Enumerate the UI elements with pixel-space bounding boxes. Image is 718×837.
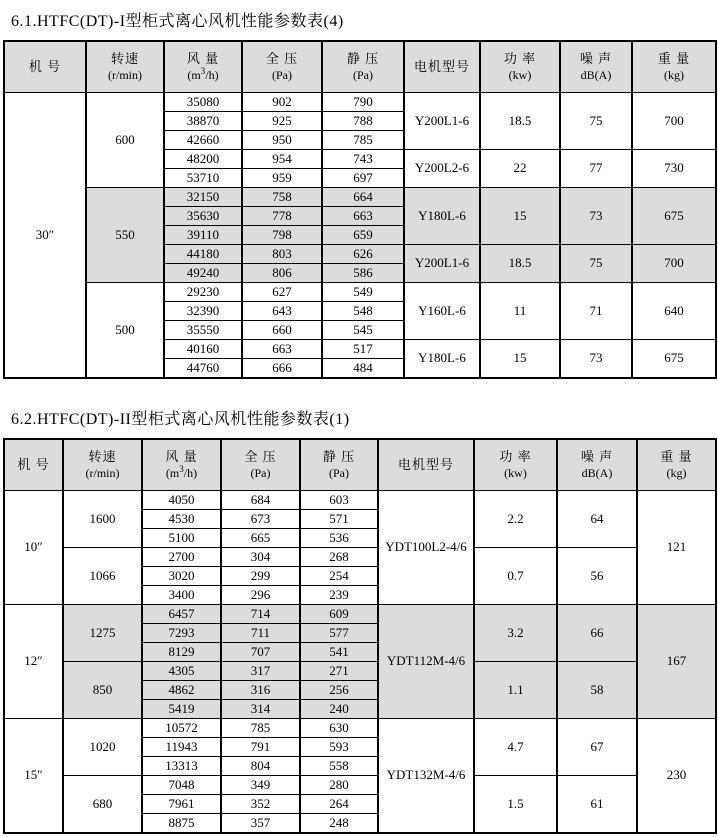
fan-performance-table-2 bbox=[3, 438, 717, 834]
motor-model-header: 电机型号 bbox=[404, 41, 480, 93]
air-volume-cell: 10572 bbox=[142, 719, 221, 738]
noise-header: 噪 声 dB(A) bbox=[560, 41, 632, 93]
table-row bbox=[4, 491, 716, 510]
noise-cell: 67 bbox=[557, 719, 637, 776]
total-pressure-cell: 803 bbox=[242, 245, 322, 264]
motor-model-cell: YDT100L2-4/6 bbox=[378, 491, 474, 605]
speed-cell: 500 bbox=[86, 283, 164, 379]
total-pressure-cell: 902 bbox=[242, 93, 322, 112]
total-pressure-cell: 925 bbox=[242, 112, 322, 131]
weight-cell: 730 bbox=[632, 150, 716, 188]
noise-cell: 75 bbox=[560, 245, 632, 283]
total-pressure-cell: 643 bbox=[242, 302, 322, 321]
static-pressure-cell: 630 bbox=[300, 719, 378, 738]
motor-model-cell: Y180L-6 bbox=[404, 340, 480, 379]
static-pressure-cell: 659 bbox=[322, 226, 404, 245]
air-volume-header: 风 量 $(m^3/h)$ bbox=[164, 41, 242, 93]
static-pressure-cell: 536 bbox=[300, 529, 378, 548]
total-pressure-cell: 352 bbox=[221, 795, 300, 814]
weight-cell: 230 bbox=[637, 719, 716, 834]
total-pressure-cell: 758 bbox=[242, 188, 322, 207]
air-volume-cell: 44760 bbox=[164, 359, 242, 379]
air-volume-cell: 35550 bbox=[164, 321, 242, 340]
total-pressure-cell: 665 bbox=[221, 529, 300, 548]
air-volume-cell: 11943 bbox=[142, 738, 221, 757]
total-pressure-header: 全 压 (Pa) bbox=[221, 439, 300, 491]
total-pressure-cell: 299 bbox=[221, 567, 300, 586]
static-pressure-cell: 541 bbox=[300, 643, 378, 662]
air-volume-cell: 7293 bbox=[142, 624, 221, 643]
air-volume-cell: 2700 bbox=[142, 548, 221, 567]
static-pressure-cell: 785 bbox=[322, 131, 404, 150]
motor-model-cell: YDT132M-4/6 bbox=[378, 719, 474, 834]
total-pressure-cell: 707 bbox=[221, 643, 300, 662]
static-pressure-cell: 280 bbox=[300, 776, 378, 795]
static-pressure-cell: 264 bbox=[300, 795, 378, 814]
speed-cell: 850 bbox=[63, 662, 142, 719]
weight-header: 重 量 (kg) bbox=[632, 41, 716, 93]
air-volume-cell: 40160 bbox=[164, 340, 242, 359]
machine-no-cell: 10″ bbox=[4, 491, 63, 605]
air-volume-header: 风 量 $(m^3/h)$ bbox=[142, 439, 221, 491]
static-pressure-cell: 484 bbox=[322, 359, 404, 379]
table-row bbox=[4, 776, 716, 795]
air-volume-cell: 3020 bbox=[142, 567, 221, 586]
air-volume-cell: 49240 bbox=[164, 264, 242, 283]
air-volume-cell: 5100 bbox=[142, 529, 221, 548]
total-pressure-cell: 711 bbox=[221, 624, 300, 643]
air-volume-cell: 13313 bbox=[142, 757, 221, 776]
static-pressure-cell: 549 bbox=[322, 283, 404, 302]
noise-cell: 58 bbox=[557, 662, 637, 719]
noise-cell: 64 bbox=[557, 491, 637, 548]
static-pressure-cell: 271 bbox=[300, 662, 378, 681]
noise-cell: 73 bbox=[560, 188, 632, 245]
total-pressure-cell: 714 bbox=[221, 605, 300, 624]
static-pressure-cell: 240 bbox=[300, 700, 378, 719]
machine-no-cell: 12″ bbox=[4, 605, 63, 719]
power-header: 功 率 (kw) bbox=[474, 439, 557, 491]
weight-cell: 675 bbox=[632, 340, 716, 379]
power-cell: 4.7 bbox=[474, 719, 557, 776]
air-volume-cell: 35080 bbox=[164, 93, 242, 112]
air-volume-cell: 3400 bbox=[142, 586, 221, 605]
total-pressure-cell: 316 bbox=[221, 681, 300, 700]
table-row bbox=[4, 605, 716, 624]
air-volume-cell: 32150 bbox=[164, 188, 242, 207]
air-volume-cell: 48200 bbox=[164, 150, 242, 169]
total-pressure-cell: 954 bbox=[242, 150, 322, 169]
total-pressure-cell: 959 bbox=[242, 169, 322, 188]
speed-cell: 600 bbox=[86, 93, 164, 188]
power-cell: 1.5 bbox=[474, 776, 557, 834]
total-pressure-cell: 357 bbox=[221, 814, 300, 834]
header-row bbox=[4, 41, 716, 93]
static-pressure-cell: 663 bbox=[322, 207, 404, 226]
total-pressure-cell: 627 bbox=[242, 283, 322, 302]
static-pressure-cell: 558 bbox=[300, 757, 378, 776]
motor-model-cell: Y180L-6 bbox=[404, 188, 480, 245]
air-volume-cell: 8875 bbox=[142, 814, 221, 834]
air-volume-cell: 4862 bbox=[142, 681, 221, 700]
machine-no-cell: 30″ bbox=[4, 93, 86, 379]
air-volume-cell: 4305 bbox=[142, 662, 221, 681]
weight-cell: 121 bbox=[637, 491, 716, 605]
power-cell: 18.5 bbox=[480, 93, 560, 150]
noise-cell: 75 bbox=[560, 93, 632, 150]
static-pressure-cell: 577 bbox=[300, 624, 378, 643]
static-pressure-cell: 603 bbox=[300, 491, 378, 510]
total-pressure-cell: 806 bbox=[242, 264, 322, 283]
static-pressure-cell: 593 bbox=[300, 738, 378, 757]
table-row bbox=[4, 93, 716, 112]
weight-cell: 640 bbox=[632, 283, 716, 340]
motor-model-cell: Y200L2-6 bbox=[404, 150, 480, 188]
air-volume-cell: 4050 bbox=[142, 491, 221, 510]
air-volume-cell: 32390 bbox=[164, 302, 242, 321]
air-volume-cell: 7961 bbox=[142, 795, 221, 814]
total-pressure-cell: 950 bbox=[242, 131, 322, 150]
motor-model-cell: Y160L-6 bbox=[404, 283, 480, 340]
speed-header: 转速 (r/min) bbox=[86, 41, 164, 93]
speed-header: 转速 (r/min) bbox=[63, 439, 142, 491]
static-pressure-cell: 256 bbox=[300, 681, 378, 700]
power-cell: 18.5 bbox=[480, 245, 560, 283]
power-cell: 11 bbox=[480, 283, 560, 340]
total-pressure-cell: 673 bbox=[221, 510, 300, 529]
table-row bbox=[4, 283, 716, 302]
static-pressure-header: 静 压 (Pa) bbox=[300, 439, 378, 491]
power-cell: 0.7 bbox=[474, 548, 557, 605]
static-pressure-cell: 609 bbox=[300, 605, 378, 624]
total-pressure-cell: 798 bbox=[242, 226, 322, 245]
static-pressure-header: 静 压 (Pa) bbox=[322, 41, 404, 93]
total-pressure-cell: 785 bbox=[221, 719, 300, 738]
air-volume-cell: 39110 bbox=[164, 226, 242, 245]
power-cell: 15 bbox=[480, 188, 560, 245]
air-volume-cell: 7048 bbox=[142, 776, 221, 795]
air-volume-cell: 5419 bbox=[142, 700, 221, 719]
table-row bbox=[4, 662, 716, 681]
speed-cell: 550 bbox=[86, 188, 164, 283]
static-pressure-cell: 268 bbox=[300, 548, 378, 567]
air-volume-cell: 6457 bbox=[142, 605, 221, 624]
table2-title: 6.2.HTFC(DT)-II型柜式离心风机性能参数表(1) bbox=[11, 411, 350, 428]
table-row bbox=[4, 548, 716, 567]
air-volume-cell: 38870 bbox=[164, 112, 242, 131]
header-row bbox=[4, 439, 716, 491]
total-pressure-cell: 684 bbox=[221, 491, 300, 510]
speed-cell: 680 bbox=[63, 776, 142, 834]
static-pressure-cell: 571 bbox=[300, 510, 378, 529]
noise-cell: 61 bbox=[557, 776, 637, 834]
total-pressure-cell: 296 bbox=[221, 586, 300, 605]
total-pressure-cell: 663 bbox=[242, 340, 322, 359]
air-volume-cell: 53710 bbox=[164, 169, 242, 188]
total-pressure-cell: 666 bbox=[242, 359, 322, 379]
static-pressure-cell: 626 bbox=[322, 245, 404, 264]
power-cell: 2.2 bbox=[474, 491, 557, 548]
speed-cell: 1020 bbox=[63, 719, 142, 776]
static-pressure-cell: 664 bbox=[322, 188, 404, 207]
total-pressure-cell: 314 bbox=[221, 700, 300, 719]
motor-model-cell: Y200L1-6 bbox=[404, 93, 480, 150]
power-cell: 3.2 bbox=[474, 605, 557, 662]
total-pressure-cell: 660 bbox=[242, 321, 322, 340]
power-cell: 1.1 bbox=[474, 662, 557, 719]
air-volume-cell: 29230 bbox=[164, 283, 242, 302]
static-pressure-cell: 545 bbox=[322, 321, 404, 340]
weight-cell: 700 bbox=[632, 245, 716, 283]
total-pressure-cell: 304 bbox=[221, 548, 300, 567]
table1-title: 6.1.HTFC(DT)-I型柜式离心风机性能参数表(4) bbox=[11, 13, 344, 30]
static-pressure-cell: 743 bbox=[322, 150, 404, 169]
machine-no-header: 机 号 bbox=[4, 439, 63, 491]
static-pressure-cell: 248 bbox=[300, 814, 378, 834]
table-row bbox=[4, 188, 716, 207]
speed-cell: 1275 bbox=[63, 605, 142, 662]
power-header: 功 率 (kw) bbox=[480, 41, 560, 93]
speed-cell: 1066 bbox=[63, 548, 142, 605]
static-pressure-cell: 548 bbox=[322, 302, 404, 321]
total-pressure-header: 全 压 (Pa) bbox=[242, 41, 322, 93]
static-pressure-cell: 586 bbox=[322, 264, 404, 283]
noise-header: 噪 声 dB(A) bbox=[557, 439, 637, 491]
speed-cell: 1600 bbox=[63, 491, 142, 548]
power-cell: 22 bbox=[480, 150, 560, 188]
noise-cell: 71 bbox=[560, 283, 632, 340]
noise-cell: 56 bbox=[557, 548, 637, 605]
motor-model-cell: Y200L1-6 bbox=[404, 245, 480, 283]
weight-cell: 167 bbox=[637, 605, 716, 719]
air-volume-cell: 44180 bbox=[164, 245, 242, 264]
weight-cell: 675 bbox=[632, 188, 716, 245]
static-pressure-cell: 517 bbox=[322, 340, 404, 359]
air-volume-cell: 4530 bbox=[142, 510, 221, 529]
weight-header: 重 量 (kg) bbox=[637, 439, 716, 491]
weight-cell: 700 bbox=[632, 93, 716, 150]
static-pressure-cell: 788 bbox=[322, 112, 404, 131]
machine-no-cell: 15″ bbox=[4, 719, 63, 834]
machine-no-header: 机 号 bbox=[4, 41, 86, 93]
static-pressure-cell: 790 bbox=[322, 93, 404, 112]
motor-model-header: 电机型号 bbox=[378, 439, 474, 491]
static-pressure-cell: 239 bbox=[300, 586, 378, 605]
static-pressure-cell: 697 bbox=[322, 169, 404, 188]
total-pressure-cell: 317 bbox=[221, 662, 300, 681]
fan-performance-table-1 bbox=[3, 40, 717, 379]
air-volume-cell: 8129 bbox=[142, 643, 221, 662]
noise-cell: 73 bbox=[560, 340, 632, 379]
noise-cell: 77 bbox=[560, 150, 632, 188]
total-pressure-cell: 791 bbox=[221, 738, 300, 757]
table-row bbox=[4, 719, 716, 738]
power-cell: 15 bbox=[480, 340, 560, 379]
noise-cell: 66 bbox=[557, 605, 637, 662]
static-pressure-cell: 254 bbox=[300, 567, 378, 586]
total-pressure-cell: 804 bbox=[221, 757, 300, 776]
total-pressure-cell: 778 bbox=[242, 207, 322, 226]
motor-model-cell: YDT112M-4/6 bbox=[378, 605, 474, 719]
total-pressure-cell: 349 bbox=[221, 776, 300, 795]
air-volume-cell: 42660 bbox=[164, 131, 242, 150]
air-volume-cell: 35630 bbox=[164, 207, 242, 226]
